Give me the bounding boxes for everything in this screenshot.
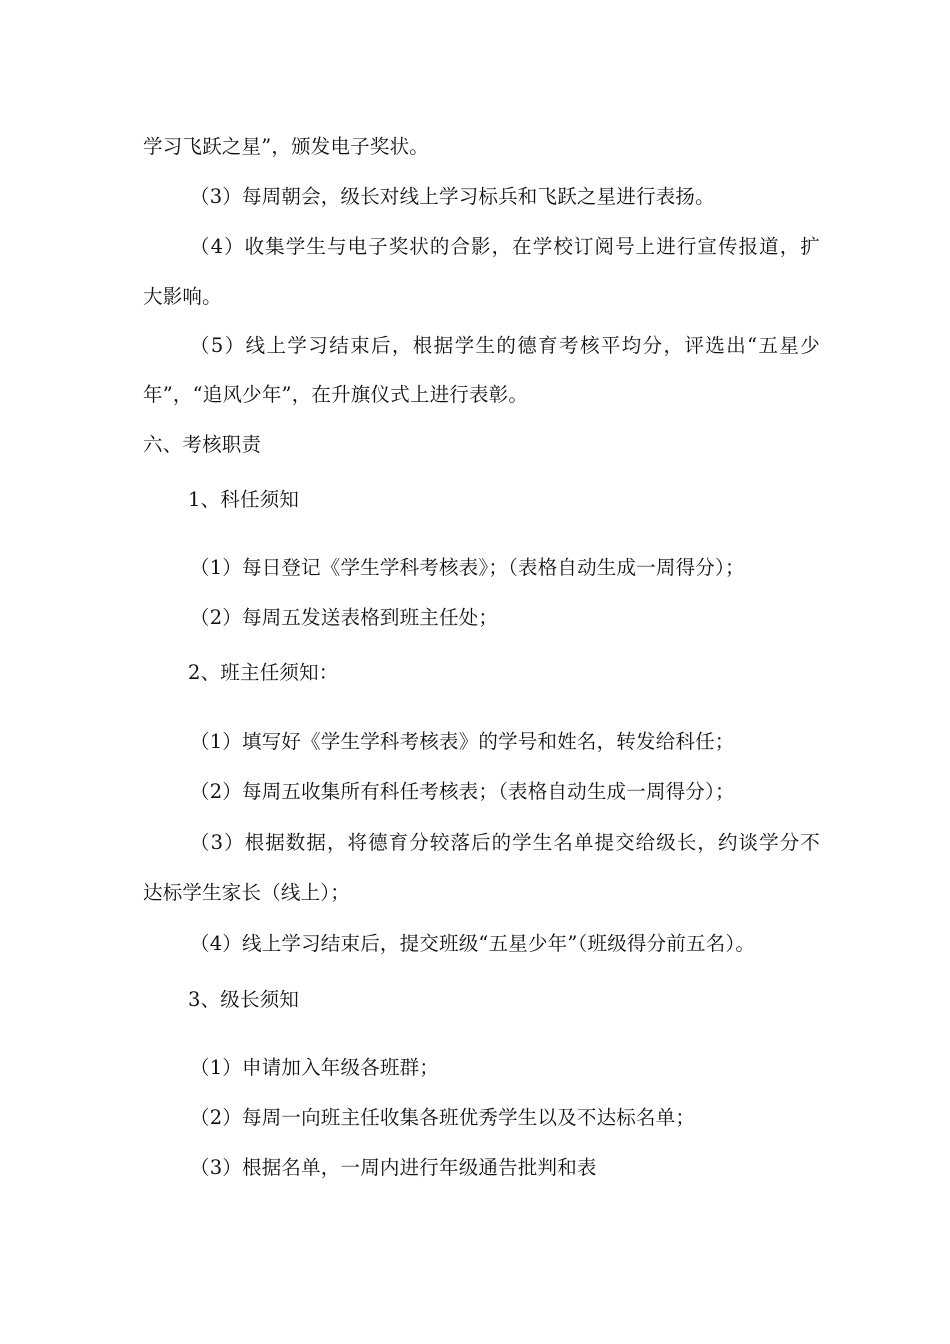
text-line: （2）每周一向班主任收集各班优秀学生以及不达标名单； xyxy=(190,1106,696,1129)
text-line: （5）线上学习结束后，根据学生的德育考核平均分，评选出“五星少 xyxy=(190,334,820,357)
text-line: （1）填写好《学生学科考核表》的学号和姓名，转发给科任； xyxy=(190,730,735,753)
text-line: （3）每周朝会，级长对线上学习标兵和飞跃之星进行表扬。 xyxy=(190,185,715,208)
text-line: 达标学生家长（线上）； xyxy=(143,881,350,904)
text-line: （3）根据数据，将德育分较落后的学生名单提交给级长，约谈学分不 xyxy=(190,831,820,854)
text-line: （2）每周五发送表格到班主任处； xyxy=(190,606,499,629)
text-line: （4）收集学生与电子奖状的合影，在学校订阅号上进行宣传报道，扩 xyxy=(190,235,820,258)
subsection-heading: 2、班主任须知： xyxy=(188,661,339,684)
subsection-heading: 3、级长须知 xyxy=(188,988,300,1011)
text-line: 年”，“追风少年”，在升旗仪式上进行表彰。 xyxy=(143,383,529,406)
text-line: （1）申请加入年级各班群； xyxy=(190,1056,440,1079)
section-heading: 六、考核职责 xyxy=(143,433,262,456)
subsection-heading: 1、科任须知 xyxy=(188,488,300,511)
text-line: （1）每日登记《学生学科考核表》；（表格自动生成一周得分）； xyxy=(190,556,745,579)
text-line: （4）线上学习结束后，提交班级“五星少年”（班级得分前五名）。 xyxy=(190,932,756,955)
text-line: 学习飞跃之星”，颁发电子奖状。 xyxy=(143,135,429,158)
text-line: 大影响。 xyxy=(143,285,222,308)
text-line: （2）每周五收集所有科任考核表；（表格自动生成一周得分）； xyxy=(190,780,735,803)
text-line: （3）根据名单，一周内进行年级通告批判和表 xyxy=(190,1156,597,1179)
